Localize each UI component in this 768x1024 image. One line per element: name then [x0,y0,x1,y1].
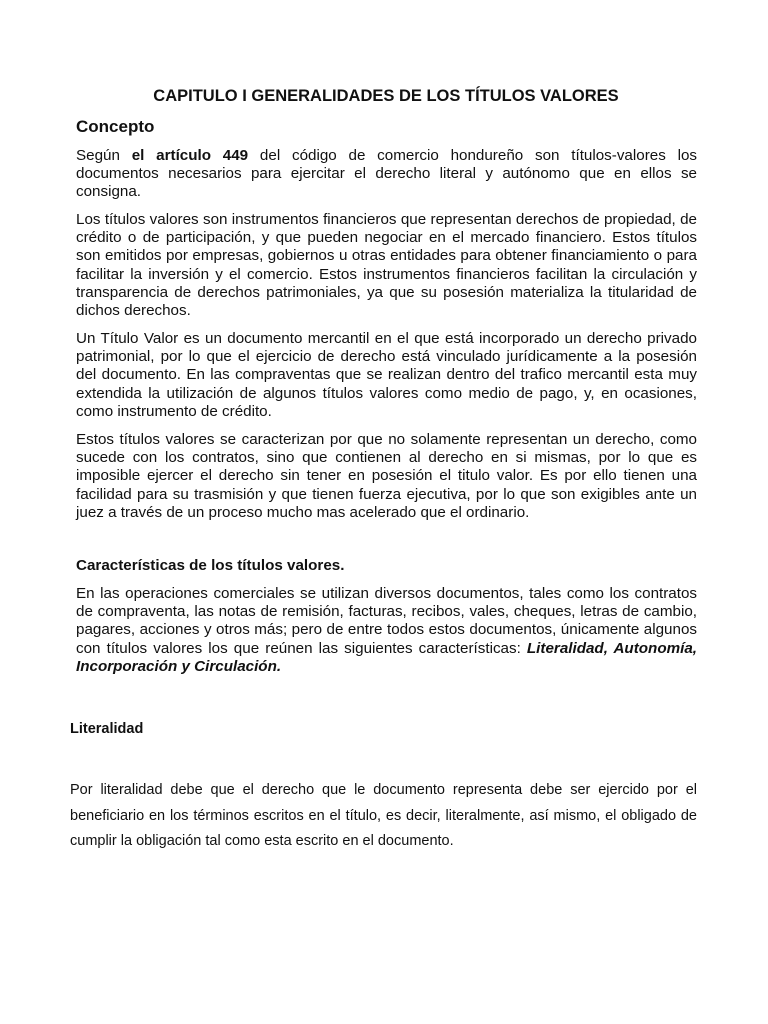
paragraph-instrumentos [76,211,697,320]
paragraph-titulo-valor [76,330,697,421]
paragraph-text: Según [76,147,132,164]
article-reference: el artículo 449 [131,147,249,164]
paragraph-text: Por literalidad debe que el derecho que le documento representa debe ser ejercido por el beneficiario en los términos escritos en el título, es decir, literalmente, así mismo, el obligado de cumplir la obligación tal como esta escrito en el documento. [70,782,697,849]
paragraph-text: Estos títulos valores se caracterizan por que no solamente representan un derecho, como sucede con los contratos, sino que contienen al derecho en si mismas, por lo que es imposible ejercer el derecho sin tener en posesión el titulo valor. Es por ello tienen una facilidad para su trasmisión y que tienen fuerza ejecutiva, por lo que son exigibles ante un juez a través de un proceso mucho mas acelerado que el ordinario. [76,431,697,521]
paragraph-text: del código de comercio hondureño son títulos-valores los documentos necesarios para ejercitar el derecho literal y autónomo que en ellos se consigna. [76,147,697,201]
paragraph-caracteristicas [76,585,697,676]
page-title: CAPITULO I GENERALIDADES DE LOS TÍTULOS VALORES [153,87,619,105]
paragraph-text: Los títulos valores son instrumentos financieros que representan derechos de propiedad, de crédito o de participación, y que pueden negociar en el mercado financiero. Estos títulos son emitidos por empresas, gobiernos u otras entidades para obtener financiamiento o para facilitar la inversión y el comercio. Estos instrumentos financieros facilitan la circulación y transparencia de derechos patrimoniales, ya que su posesión materializa la titularidad de dichos derechos. [76,211,697,320]
literalidad-heading: Literalidad [70,721,144,737]
paragraph-text: Un Título Valor es un documento mercantil en el que está incorporado un derecho privado patrimonial, por lo que el ejercicio de derecho está vinculado jurídicamente a la posesión del documento. En las compraventas que se realizan dentro del trafico mercantil esta muy extendida la utilización de algunos títulos valores como medio de pago, y, en ocasiones, como instrumento de crédito. [76,330,697,420]
concepto-heading: Concepto [76,117,155,136]
paragraph-literalidad [70,778,697,855]
paragraph-text: En las operaciones comerciales se utilizan diversos documentos, tales como los contratos de compraventa, las notas de remisión, facturas, recibos, vales, cheques, letras de cambio, pagares, acciones y otros más; pero de entre todos estos documentos, únicamente algunos con títulos valores los que reúnen las siguientes características: [76,585,697,657]
paragraph-concepto-definition [76,147,697,202]
caracteristicas-heading: Características de los títulos valores. [76,557,345,574]
characteristics-list: Literalidad, Autonomía, Incorporación y Circulación. [76,639,697,675]
paragraph-caracterizacion [76,431,697,522]
